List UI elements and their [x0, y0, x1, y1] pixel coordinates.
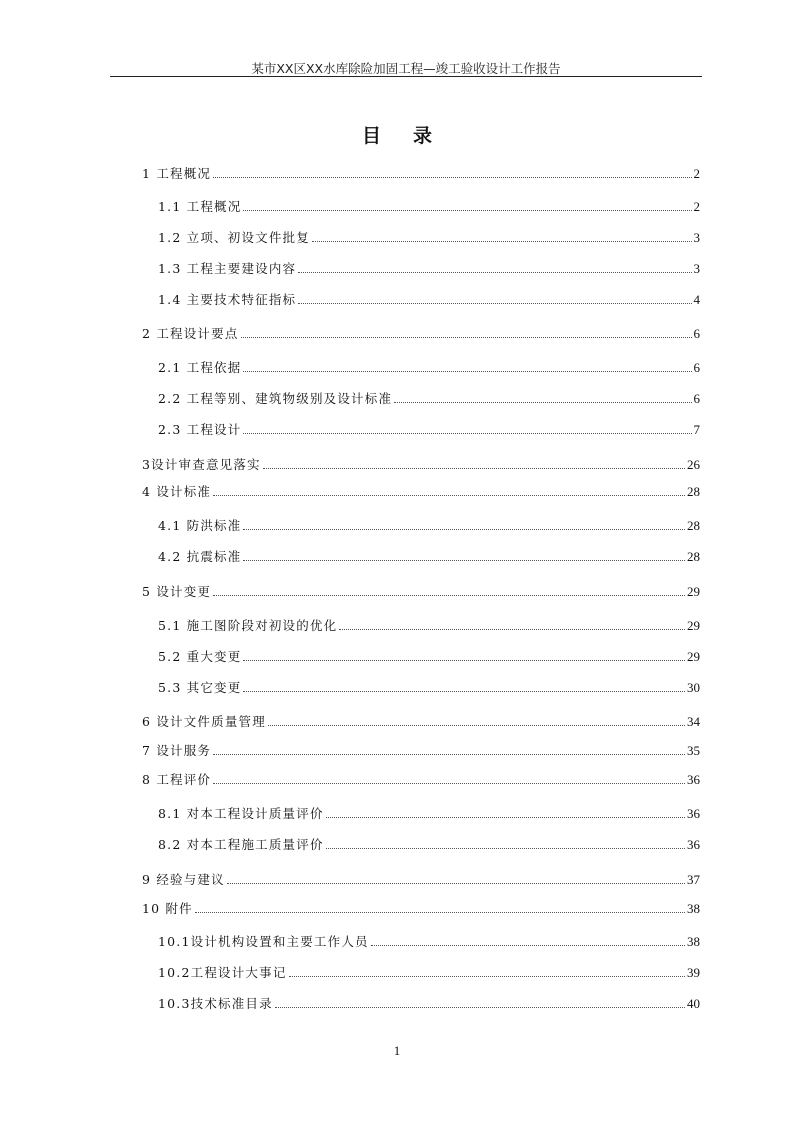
toc-entry-page: 3	[693, 261, 700, 276]
toc-leader-dots	[227, 883, 685, 884]
toc-leader-dots	[213, 595, 685, 596]
toc-title-char-1: 目	[361, 125, 381, 147]
toc-entry[interactable]	[142, 901, 700, 917]
toc-entry-page: 6	[693, 326, 700, 341]
toc-entry[interactable]	[158, 199, 700, 215]
toc-leader-dots	[339, 629, 685, 630]
toc-entry[interactable]	[158, 680, 700, 696]
toc-entry[interactable]	[158, 549, 700, 565]
toc-entry-page: 29	[687, 584, 700, 599]
toc-entry[interactable]	[158, 391, 700, 407]
page-number: 1	[393, 1043, 401, 1058]
toc-entry-label: 10.1设计机构设置和主要工作人员	[158, 934, 369, 949]
toc-entry-label: 2.3 工程设计	[158, 422, 242, 437]
toc-entry[interactable]	[158, 518, 700, 534]
toc-entry[interactable]	[142, 714, 700, 730]
toc-entry-page: 38	[687, 901, 700, 916]
toc-entry[interactable]	[142, 872, 700, 888]
toc-entry[interactable]	[158, 360, 700, 376]
toc-entry-page: 29	[687, 649, 700, 664]
toc-entry-page: 3	[693, 230, 700, 245]
toc-entry-label: 3设计审查意见落实	[142, 457, 261, 472]
toc-entry-page: 28	[687, 484, 700, 499]
page-header: 某市XX区XX水库除险加固工程—竣工验收设计工作报告	[251, 61, 561, 76]
toc-entry-label: 1.4 主要技术特征指标	[158, 292, 297, 307]
toc-entry-page: 36	[687, 837, 700, 852]
toc-entry-page: 37	[687, 872, 700, 887]
toc-entry[interactable]	[158, 837, 700, 853]
toc-entry-label: 2 工程设计要点	[142, 326, 239, 341]
toc-entry-label: 1 工程概况	[142, 166, 212, 181]
toc-entry[interactable]	[142, 743, 700, 759]
toc-entry-label: 8.2 对本工程施工质量评价	[158, 837, 324, 852]
toc-entry[interactable]	[142, 772, 700, 788]
toc-leader-dots	[326, 848, 685, 849]
toc-leader-dots	[243, 560, 685, 561]
toc-entry-page: 30	[687, 680, 700, 695]
toc-entry[interactable]	[142, 326, 700, 342]
toc-entry-label: 10 附件	[142, 901, 193, 916]
toc-entry-label: 8 工程评价	[142, 772, 212, 787]
toc-entry-label: 2.1 工程依据	[158, 360, 242, 375]
toc-leader-dots	[213, 754, 685, 755]
toc-entry-page: 34	[687, 714, 700, 729]
toc-entry-page: 4	[693, 292, 700, 307]
toc-entry[interactable]	[158, 292, 700, 308]
toc-entry-label: 4 设计标准	[142, 484, 212, 499]
toc-entry-page: 36	[687, 772, 700, 787]
toc-leader-dots	[371, 945, 685, 946]
toc-entry-page: 38	[687, 934, 700, 949]
toc-entry-page: 29	[687, 618, 700, 633]
toc-entry[interactable]	[142, 584, 700, 600]
toc-leader-dots	[243, 433, 691, 434]
toc-leader-dots	[213, 783, 685, 784]
toc-leader-dots	[213, 495, 685, 496]
toc-leader-dots	[312, 241, 692, 242]
toc-leader-dots	[394, 402, 691, 403]
toc-leader-dots	[298, 272, 691, 273]
toc-entry-page: 2	[693, 199, 700, 214]
toc-entry-label: 10.3技术标准目录	[158, 996, 273, 1011]
toc-entry[interactable]	[158, 230, 700, 246]
toc-entry-label: 7 设计服务	[142, 743, 212, 758]
toc-entry-page: 35	[687, 743, 700, 758]
toc-entry-label: 5.2 重大变更	[158, 649, 242, 664]
toc-entry-page: 7	[693, 422, 700, 437]
toc-leader-dots	[241, 337, 692, 338]
toc-entry[interactable]	[158, 996, 700, 1012]
toc-entry[interactable]	[142, 457, 700, 473]
toc-entry-label: 9 经验与建议	[142, 872, 225, 887]
toc-entry-page: 6	[693, 360, 700, 375]
toc-leader-dots	[263, 468, 685, 469]
toc-entry-page: 28	[687, 549, 700, 564]
toc-leader-dots	[243, 210, 691, 211]
toc-entry-label: 5.1 施工图阶段对初设的优化	[158, 618, 338, 633]
toc-entry-label: 5 设计变更	[142, 584, 212, 599]
toc-entry[interactable]	[142, 484, 700, 500]
toc-entry-label: 8.1 对本工程设计质量评价	[158, 806, 324, 821]
toc-entry-label: 1.1 工程概况	[158, 199, 242, 214]
toc-entry-label: 4.1 防洪标准	[158, 518, 242, 533]
toc-entry-label: 1.3 工程主要建设内容	[158, 261, 297, 276]
toc-entry-page: 39	[687, 965, 700, 980]
toc-entry[interactable]	[158, 261, 700, 277]
toc-entry[interactable]	[158, 618, 700, 634]
toc-leader-dots	[213, 177, 691, 178]
toc-entry-page: 28	[687, 518, 700, 533]
toc-entry[interactable]	[158, 422, 700, 438]
toc-title-char-2: 录	[413, 125, 433, 147]
toc-leader-dots	[289, 976, 685, 977]
toc-leader-dots	[243, 691, 685, 692]
toc-entry[interactable]	[158, 806, 700, 822]
toc-entry-label: 4.2 抗震标准	[158, 549, 242, 564]
toc-entry-page: 6	[693, 391, 700, 406]
toc-entry-page: 40	[687, 996, 700, 1011]
toc-entry-label: 1.2 立项、初设文件批复	[158, 230, 310, 245]
toc-entry-page: 26	[687, 457, 700, 472]
toc-leader-dots	[243, 529, 685, 530]
toc-leader-dots	[243, 660, 685, 661]
toc-entry-label: 2.2 工程等别、建筑物级别及设计标准	[158, 391, 393, 406]
toc-leader-dots	[268, 725, 685, 726]
toc-leader-dots	[298, 303, 691, 304]
toc-entry[interactable]	[158, 934, 700, 950]
toc-leader-dots	[243, 371, 691, 372]
toc-entry[interactable]	[158, 965, 700, 981]
toc-entry[interactable]	[158, 649, 700, 665]
toc-entry[interactable]	[142, 166, 700, 182]
toc-leader-dots	[275, 1007, 685, 1008]
toc-entry-label: 6 设计文件质量管理	[142, 714, 266, 729]
toc-leader-dots	[195, 912, 685, 913]
toc-entry-page: 2	[693, 166, 700, 181]
toc-entry-page: 36	[687, 806, 700, 821]
toc-entry-label: 10.2工程设计大事记	[158, 965, 287, 980]
toc-leader-dots	[326, 817, 685, 818]
toc-entry-label: 5.3 其它变更	[158, 680, 242, 695]
